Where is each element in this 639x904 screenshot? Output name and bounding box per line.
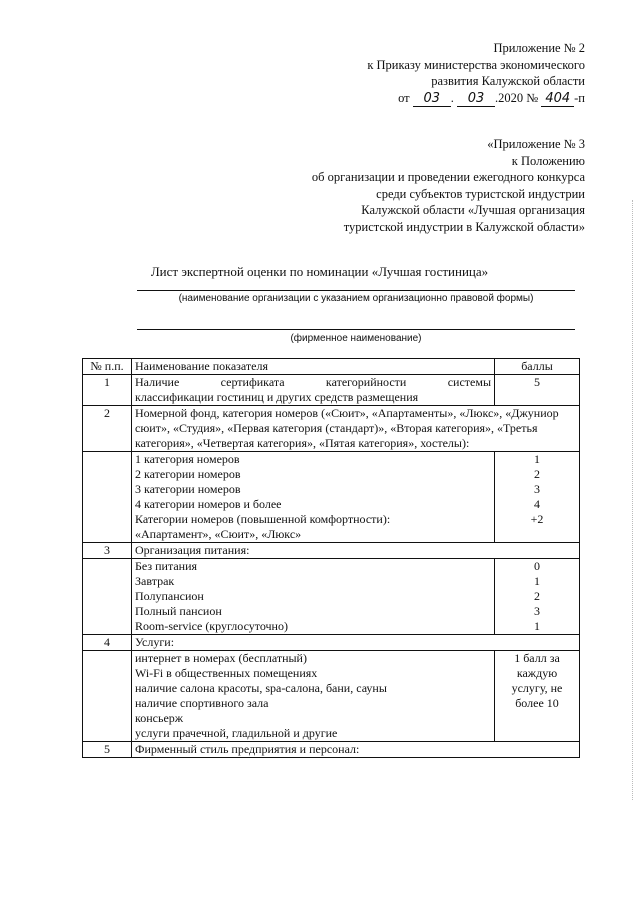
list-item: Wi-Fi в общественных помещениях — [135, 666, 318, 680]
header-name: Наименование показателя — [132, 359, 495, 375]
order-suffix: -п — [574, 90, 585, 105]
list-item: 2 категории номеров — [135, 467, 241, 481]
row-items — [132, 452, 495, 543]
row-points: 5 — [495, 375, 580, 406]
organization-name-caption: (наименование организации с указанием организационно правовой формы) — [178, 293, 534, 304]
scan-edge-mark — [631, 200, 633, 800]
row-num: 4 — [83, 635, 132, 651]
list-item: интернет в номерах (бесплатный) — [135, 651, 307, 665]
row-points — [495, 559, 580, 635]
row-num: 1 — [83, 375, 132, 406]
points-note-line: 1 балл за — [514, 651, 560, 665]
appendix-3-line: об организации и проведении ежегодного конкурса — [311, 170, 585, 184]
list-item: «Апартамент», «Сюит», «Люкс» — [135, 527, 302, 541]
appendix-2-title: Приложение № 2 — [493, 41, 585, 55]
row-items — [132, 559, 495, 635]
list-item: консьерж — [135, 711, 184, 725]
table-row-details — [83, 452, 580, 543]
list-item: 4 категории номеров и более — [135, 497, 282, 511]
point-value: 1 — [534, 452, 540, 466]
list-item: Полный пансион — [135, 604, 222, 618]
point-value: 3 — [534, 604, 540, 618]
row-name-line: Наличие сертификата категорийности системы — [135, 375, 491, 389]
appendix-2-line: развития Калужской области — [431, 74, 585, 88]
year-text: .2020 № — [495, 90, 539, 105]
row-num: 3 — [83, 543, 132, 559]
header-points: баллы — [495, 359, 580, 375]
row-num: 2 — [83, 406, 132, 452]
list-item: 1 категория номеров — [135, 452, 240, 466]
appendix-2-line: к Приказу министерства экономического — [367, 57, 585, 72]
list-item: Полупансион — [135, 589, 204, 603]
point-value: 1 — [534, 619, 540, 633]
handwritten-day: 03 — [413, 92, 451, 107]
row-name: Фирменный стиль предприятия и персонал: — [132, 742, 580, 758]
appendix-2-header — [367, 40, 585, 107]
row-num-blank — [83, 651, 132, 742]
row-points — [495, 651, 580, 742]
points-note-line: услугу, не — [511, 681, 563, 695]
appendix-3-header — [312, 136, 585, 235]
row-num-blank — [83, 559, 132, 635]
point-value: 1 — [534, 574, 540, 588]
row-name: Услуги: — [132, 635, 580, 651]
list-item: услуги прачечной, гладильной и другие — [135, 726, 338, 740]
appendix-3-title: «Приложение № 3 — [487, 137, 585, 151]
row-num: 5 — [83, 742, 132, 758]
list-item: Без питания — [135, 559, 198, 573]
point-value: +2 — [530, 512, 544, 526]
handwritten-order-number: 404 — [541, 92, 574, 107]
point-value: 2 — [534, 589, 540, 603]
table-row-details — [83, 559, 580, 635]
document-title: Лист экспертной оценки по номинации «Лучшая гостиница» — [150, 264, 489, 279]
order-date-line: от 03 . 03 .2020 № 404 -п — [398, 90, 585, 106]
list-item: 3 категории номеров — [135, 482, 241, 496]
point-value: 2 — [534, 467, 540, 481]
table-header-row — [83, 359, 580, 375]
points-note-line: более 10 — [515, 696, 559, 710]
points-note-line: каждую — [516, 666, 558, 680]
handwritten-month: 03 — [457, 92, 495, 107]
brand-name-caption: (фирменное наименование) — [290, 333, 422, 344]
table-row — [83, 375, 580, 406]
evaluation-table — [82, 358, 580, 758]
row-num-blank — [83, 452, 132, 543]
list-item: Завтрак — [135, 574, 175, 588]
row-items — [132, 651, 495, 742]
row-name: Организация питания: — [132, 543, 580, 559]
list-item: наличие салона красоты, spa-салона, бани, сауны — [135, 681, 387, 695]
list-item: Категории номеров (повышенной комфортности): — [135, 512, 391, 526]
table-row — [83, 635, 580, 651]
list-item: наличие спортивного зала — [135, 696, 269, 710]
row-name — [132, 375, 495, 406]
table-row — [83, 742, 580, 758]
organization-name-line — [137, 290, 575, 291]
table-row — [83, 406, 580, 452]
point-value: 4 — [534, 497, 540, 511]
point-value: 3 — [534, 482, 540, 496]
date-prefix: от — [398, 90, 410, 105]
row-points — [495, 452, 580, 543]
table-row — [83, 543, 580, 559]
point-value: 0 — [534, 559, 540, 573]
appendix-3-line: к Положению — [511, 153, 585, 168]
appendix-3-line: Калужской области «Лучшая организация — [361, 203, 585, 217]
table-row-details — [83, 651, 580, 742]
row-name-line: классификации гостиниц и других средств размещения — [135, 390, 419, 404]
row-name: Номерной фонд, категория номеров («Сюит», «Апартаменты», «Люкс», «Джуниор сюит», «Студия», «Первая категория (стандарт)», «Вторая категория», «Третья категория», «Четвертая категория», «Пятая категория», хостелы): — [132, 406, 580, 452]
appendix-3-line: туристской индустрии в Калужской области» — [343, 219, 585, 234]
brand-name-line — [137, 329, 575, 330]
appendix-3-line: среди субъектов туристской индустрии — [376, 186, 585, 201]
header-num: № п.п. — [83, 359, 132, 375]
list-item: Room-service (круглосуточно) — [135, 619, 288, 633]
